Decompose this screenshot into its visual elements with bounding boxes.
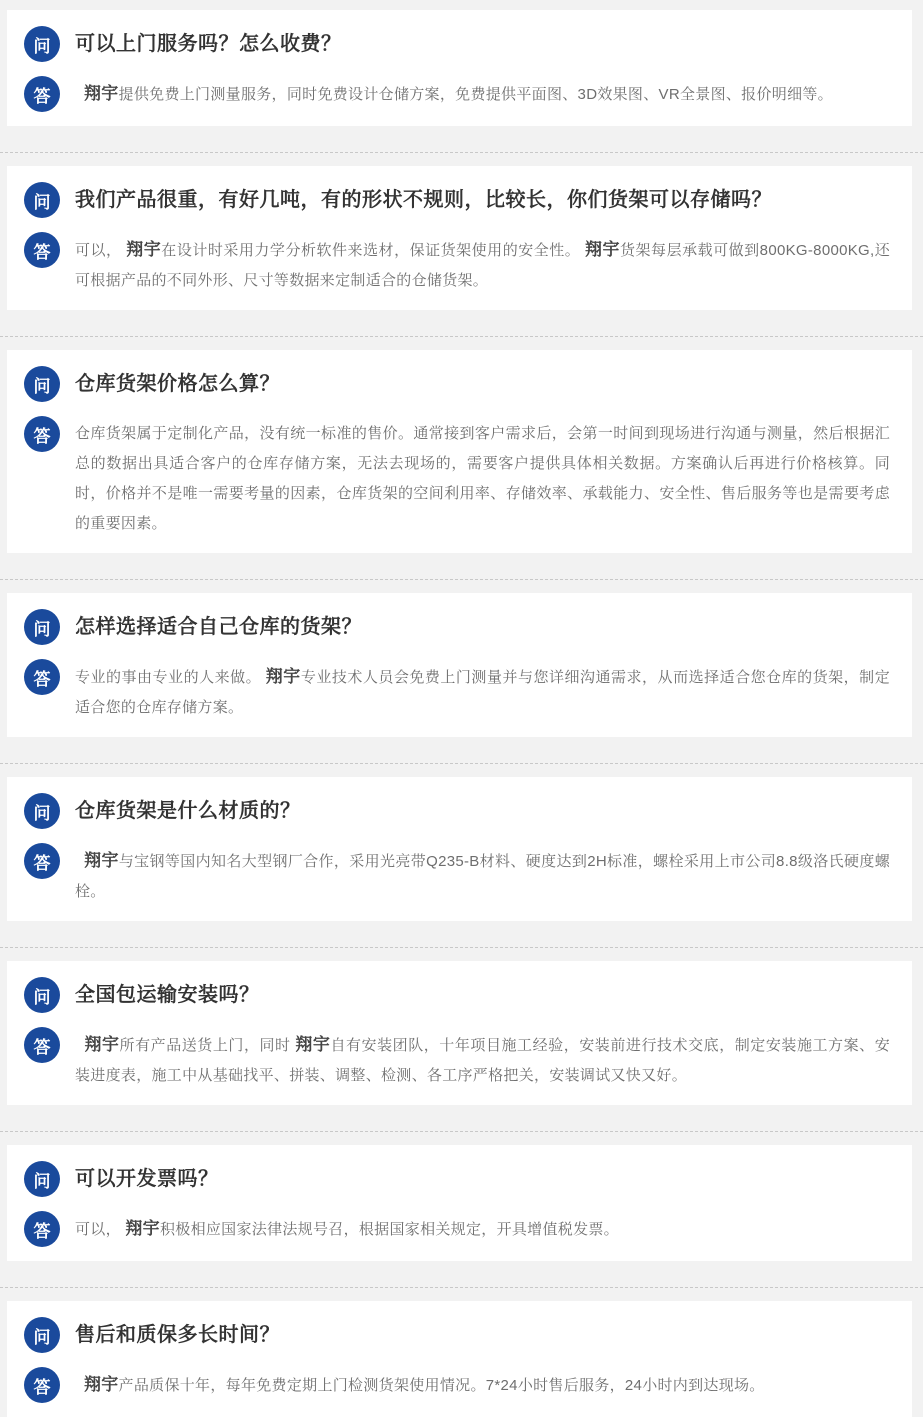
dashed-separator-line: [0, 1131, 923, 1132]
answer-row: [24, 1027, 890, 1091]
answer-row: [24, 843, 890, 907]
faq-question: 全国包运输安装吗？: [75, 984, 260, 1006]
question-badge: 问: [24, 182, 60, 218]
section-divider: [7, 310, 912, 350]
faq-question: 可以开发票吗？: [75, 1168, 219, 1190]
section-divider: [7, 921, 912, 961]
answer-badge: 答: [24, 76, 60, 112]
brand-name: 翔宇: [265, 667, 301, 686]
answer-badge: 答: [24, 1027, 60, 1063]
answer-row: [24, 1367, 890, 1403]
faq-item: [7, 10, 912, 126]
faq-question: 仓库货架价格怎么算？: [75, 373, 280, 395]
question-row: [24, 1161, 890, 1197]
dashed-separator-line: [0, 1287, 923, 1288]
section-divider: [7, 1105, 912, 1145]
section-divider: [7, 1261, 912, 1301]
faq-item: [7, 961, 912, 1105]
faq-question: 怎样选择适合自己仓库的货架？: [75, 616, 362, 638]
faq-answer: 翔宇与宝钢等国内知名大型钢厂合作，采用光亮带Q235-B材料、硬度达到2H标准，螺栓采用上市公司8.8级洛氏硬度螺栓。: [75, 851, 890, 900]
brand-name: 翔宇: [83, 84, 119, 103]
brand-name: 翔宇: [125, 1219, 160, 1238]
faq-answer: 专业的事由专业的人来做。 翔宇专业技术人员会免费上门测量并与您详细沟通需求，从而选择适合您仓库的货架，制定适合您的仓库存储方案。: [75, 667, 890, 716]
brand-name: 翔宇: [295, 1035, 331, 1054]
question-badge: 问: [24, 1317, 60, 1353]
faq-list: [7, 10, 912, 1417]
answer-row: [24, 659, 890, 723]
question-badge: 问: [24, 977, 60, 1013]
question-row: [24, 793, 890, 829]
answer-badge: 答: [24, 232, 60, 268]
faq-answer: 可以， 翔宇在设计时采用力学分析软件来选材，保证货架使用的安全性。 翔宇货架每层承载可做到800KG-8000KG,还可根据产品的不同外形、尺寸等数据来定制适合的仓储货架。: [75, 240, 890, 289]
faq-answer: 仓库货架属于定制化产品，没有统一标准的售价。通常接到客户需求后，会第一时间到现场进行沟通与测量，然后根据汇总的数据出具适合客户的仓库存储方案，无法去现场的，需要客户提供具体相关数据。方案确认后再进行价格核算。同时，价格并不是唯一需要考量的因素，仓库货架的空间利用率、存储效率、承载能力、安全性、售后服务等也是需要考虑的重要因素。: [75, 425, 890, 532]
question-row: [24, 182, 890, 218]
answer-badge: 答: [24, 843, 60, 879]
answer-badge: 答: [24, 416, 60, 452]
answer-row: [24, 76, 890, 112]
answer-row: [24, 232, 890, 296]
question-badge: 问: [24, 793, 60, 829]
question-row: [24, 26, 890, 62]
faq-item: [7, 1301, 912, 1417]
faq-answer: 翔宇所有产品送货上门，同时 翔宇自有安装团队，十年项目施工经验，安装前进行技术交底，制定安装施工方案、安装进度表，施工中从基础找平、拼装、调整、检测、各工序严格把关，安装调试又快又好。: [75, 1035, 890, 1084]
faq-question: 可以上门服务吗？怎么收费？: [75, 33, 342, 55]
faq-question: 售后和质保多长时间？: [75, 1324, 280, 1346]
question-badge: 问: [24, 366, 60, 402]
section-divider: [7, 737, 912, 777]
question-row: [24, 1317, 890, 1353]
faq-question: 我们产品很重，有好几吨，有的形状不规则，比较长，你们货架可以存储吗？: [75, 189, 772, 211]
question-badge: 问: [24, 609, 60, 645]
question-badge: 问: [24, 1161, 60, 1197]
dashed-separator-line: [0, 152, 923, 153]
faq-question: 仓库货架是什么材质的？: [75, 800, 301, 822]
answer-badge: 答: [24, 1211, 60, 1247]
faq-item: [7, 166, 912, 310]
question-row: [24, 366, 890, 402]
brand-name: 翔宇: [584, 240, 621, 259]
faq-item: [7, 350, 912, 553]
answer-badge: 答: [24, 1367, 60, 1403]
question-row: [24, 609, 890, 645]
question-badge: 问: [24, 26, 60, 62]
faq-answer: 可以， 翔宇积极相应国家法律法规号召，根据国家相关规定，开具增值税发票。: [75, 1219, 619, 1238]
section-divider: [7, 126, 912, 166]
brand-name: 翔宇: [84, 1035, 120, 1054]
question-row: [24, 977, 890, 1013]
section-divider: [7, 553, 912, 593]
brand-name: 翔宇: [84, 851, 119, 870]
dashed-separator-line: [0, 336, 923, 337]
faq-item: [7, 593, 912, 737]
answer-badge: 答: [24, 659, 60, 695]
faq-item: [7, 1145, 912, 1261]
dashed-separator-line: [0, 763, 923, 764]
dashed-separator-line: [0, 579, 923, 580]
answer-row: [24, 1211, 890, 1247]
brand-name: 翔宇: [83, 1375, 119, 1394]
faq-item: [7, 777, 912, 921]
answer-row: [24, 416, 890, 539]
faq-answer: 翔宇提供免费上门测量服务，同时免费设计仓储方案，免费提供平面图、3D效果图、VR全景图、报价明细等。: [83, 84, 833, 103]
faq-answer: 翔宇产品质保十年，每年免费定期上门检测货架使用情况。7*24小时售后服务，24小时内到达现场。: [83, 1375, 765, 1394]
brand-name: 翔宇: [126, 240, 162, 259]
dashed-separator-line: [0, 947, 923, 948]
